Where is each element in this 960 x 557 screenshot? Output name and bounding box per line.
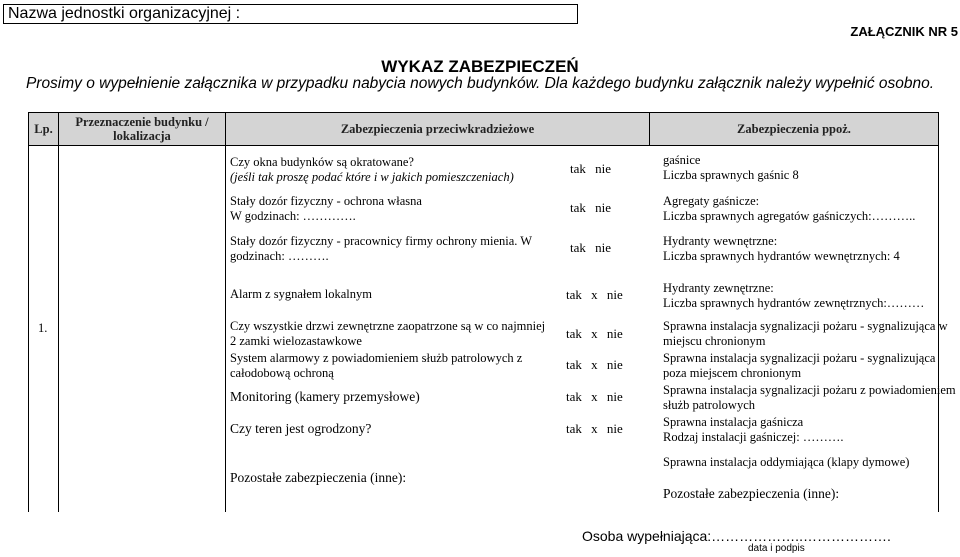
fire-item-6: Sprawna instalacja sygnalizacji pożaru - sygnalizująca poza miejscem chronionym	[663, 351, 936, 380]
fire-other: Pozostałe zabezpieczenia (inne):	[663, 486, 840, 501]
antitheft-item-5: Czy wszystkie drzwi zewnętrzne zaopatrzone są w co najmniej 2 zamki wielozastawkowe	[230, 319, 546, 348]
fire-item-9: Sprawna instalacja oddymiająca (klapy dymowe)	[663, 455, 910, 469]
antitheft-item-4: Alarm z sygnałem lokalnym	[230, 287, 372, 301]
antitheft-item-1-options[interactable]: tak nie	[570, 161, 612, 176]
signature-caption: data i podpis	[748, 543, 805, 554]
antitheft-item-3: Stały dozór fizyczny - pracownicy firmy ochrony mienia. W godzinach: ……….	[230, 234, 533, 263]
col-header-fire: Zabezpieczenia ppoż.	[649, 112, 939, 146]
antitheft-item-6: System alarmowy z powiadomieniem służb patrolowych z całodobową ochroną	[230, 351, 523, 380]
fire-item-8: Sprawna instalacja gaśnicza Rodzaj instalacji gaśniczej: ……….	[663, 415, 844, 444]
table-border-left	[28, 146, 29, 512]
antitheft-item-8: Czy teren jest ogrodzony?	[230, 421, 372, 436]
antitheft-other: Pozostałe zabezpieczenia (inne):	[230, 470, 407, 485]
table-divider-lp	[58, 146, 59, 512]
signature-line[interactable]: Osoba wypełniająca:………………..……………….	[582, 528, 891, 544]
antitheft-item-7-options[interactable]: tak x nie	[566, 389, 623, 404]
antitheft-item-3-options[interactable]: tak nie	[570, 240, 612, 255]
org-name-field[interactable]: Nazwa jednostki organizacyjnej :	[3, 4, 578, 24]
document-title: WYKAZ ZABEZPIECZEŃ	[381, 57, 579, 76]
antitheft-item-1: Czy okna budynków są okratowane? (jeśli tak proszę podać które i w jakich pomieszczeniach)	[230, 155, 514, 184]
document-subtitle: Prosimy o wypełnienie załącznika w przypadku nabycia nowych budynków. Dla każdego budynku załącznik należy wypełnić osobno.	[25, 75, 935, 92]
annex-label: ZAŁĄCZNIK NR 5	[850, 24, 958, 39]
antitheft-item-2-options[interactable]: tak nie	[570, 200, 612, 215]
col-header-purpose: Przeznaczenie budynku / lokalizacja	[58, 112, 226, 146]
fire-item-4: Hydranty zewnętrzne: Liczba sprawnych hydrantów zewnętrznych:………	[663, 281, 925, 310]
antitheft-item-5-options[interactable]: tak x nie	[566, 326, 623, 341]
row-number: 1.	[38, 321, 48, 335]
fire-item-2: Agregaty gaśnicze: Liczba sprawnych agregatów gaśniczych:………..	[663, 194, 916, 223]
fire-item-7: Sprawna instalacja sygnalizacji pożaru z powiadomieniem służb patrolowych	[663, 383, 956, 412]
antitheft-item-7: Monitoring (kamery przemysłowe)	[230, 389, 420, 404]
antitheft-item-4-options[interactable]: tak x nie	[566, 287, 623, 302]
fire-item-5: Sprawna instalacja sygnalizacji pożaru - sygnalizująca w miejscu chronionym	[663, 319, 948, 348]
col-header-antitheft: Zabezpieczenia przeciwkradzieżowe	[225, 112, 650, 146]
col-header-lp: Lp.	[28, 112, 59, 146]
fire-item-3: Hydranty wewnętrzne: Liczba sprawnych hydrantów wewnętrznych: 4	[663, 234, 900, 263]
table-divider-purpose	[225, 146, 226, 512]
antitheft-item-2: Stały dozór fizyczny - ochrona własna W godzinach: ………….	[230, 194, 422, 223]
antitheft-item-6-options[interactable]: tak x nie	[566, 357, 623, 372]
antitheft-item-8-options[interactable]: tak x nie	[566, 421, 623, 436]
fire-item-1: gaśnice Liczba sprawnych gaśnic 8	[663, 153, 799, 182]
